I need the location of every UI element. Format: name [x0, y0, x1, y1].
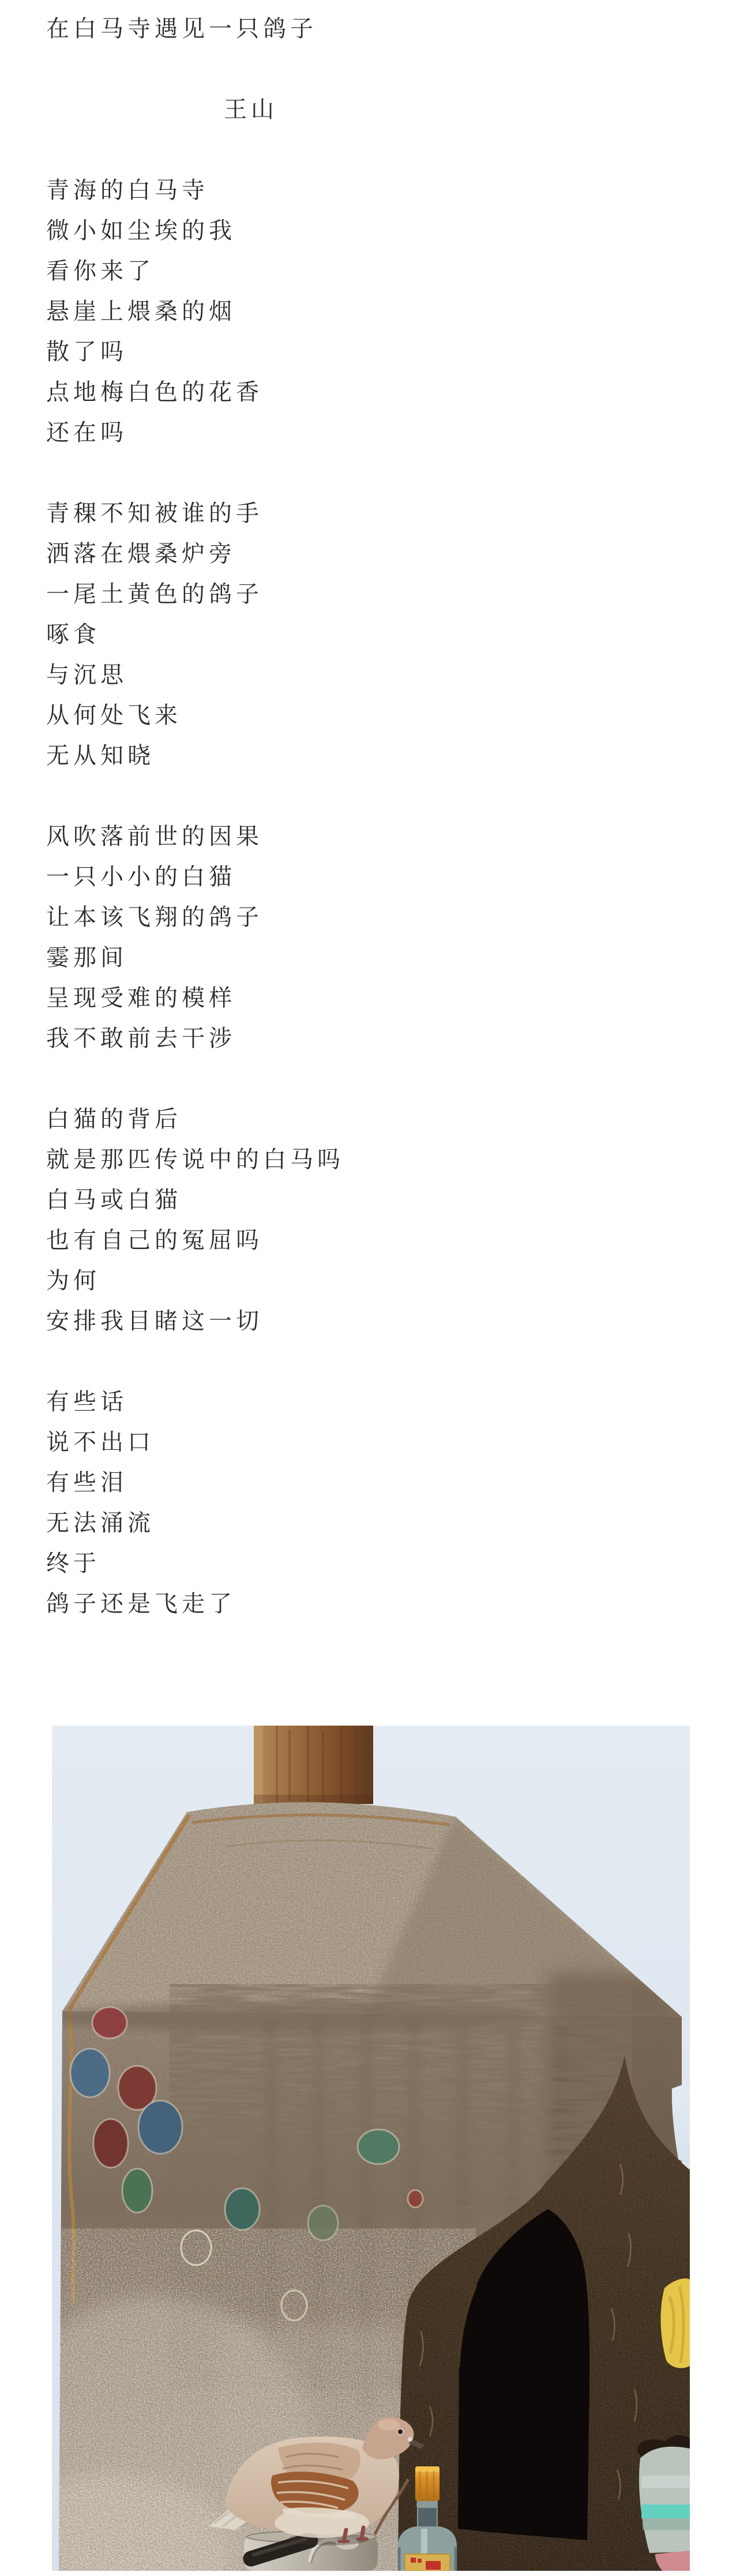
poem-line: 与沉思	[46, 662, 127, 688]
spacer	[46, 776, 692, 816]
poem-line: 散了吗	[46, 339, 127, 365]
poem-line: 点地梅白色的花香	[46, 379, 263, 406]
stanza-4	[46, 1099, 692, 1341]
spacer	[46, 49, 692, 89]
poem-line: 还在吗	[46, 419, 127, 446]
poem	[46, 9, 692, 1624]
poem-line: 无法涌流	[46, 1510, 155, 1536]
stanza-3	[46, 816, 692, 1059]
stanza-2	[46, 493, 692, 776]
poem-line: 呈现受难的模样	[46, 985, 236, 1011]
poem-line: 白猫的背后	[46, 1106, 182, 1133]
poem-line: 一只小小的白猫	[46, 864, 236, 890]
poem-line: 终于	[46, 1550, 100, 1577]
spacer	[46, 130, 692, 170]
poem-line: 微小如尘埃的我	[46, 218, 236, 244]
poem-line: 为何	[46, 1268, 100, 1294]
poem-line: 我不敢前去干涉	[46, 1025, 236, 1052]
poem-line: 洒落在煨桑炉旁	[46, 541, 236, 567]
poem-line: 鸽子还是飞走了	[46, 1591, 236, 1617]
stanza-5	[46, 1382, 692, 1624]
poem-line: 看你来了	[46, 258, 155, 284]
spacer	[46, 453, 692, 493]
poem-title: 在白马寺遇见一只鸽子	[46, 16, 317, 42]
spacer	[46, 1059, 692, 1099]
poem-line: 一尾土黄色的鸽子	[46, 581, 263, 608]
poem-line: 说不出口	[46, 1429, 155, 1456]
poem-line: 青稞不知被谁的手	[46, 500, 263, 527]
poem-line: 也有自己的冤屈吗	[46, 1227, 263, 1254]
poem-line: 啄食	[46, 621, 100, 648]
poem-line: 安排我目睹这一切	[46, 1308, 263, 1334]
poem-line: 有些泪	[46, 1469, 127, 1496]
poem-line: 青海的白马寺	[46, 177, 209, 204]
poem-line: 霎那间	[46, 944, 127, 971]
poem-line: 让本该飞翔的鸽子	[46, 904, 263, 931]
stanza-1	[46, 170, 692, 453]
poem-line: 有些话	[46, 1389, 127, 1415]
poem-author: 王山	[224, 96, 278, 123]
poem-line: 风吹落前世的因果	[46, 823, 263, 850]
pink-object	[655, 2551, 690, 2571]
spacer	[46, 1341, 692, 1382]
chimney-pipe-icon	[254, 1726, 373, 1804]
poem-line: 就是那匹传说中的白马吗	[46, 1146, 344, 1173]
burner-photo	[52, 1726, 690, 2571]
poem-line: 无从知晓	[46, 743, 155, 769]
poem-line: 白马或白猫	[46, 1187, 182, 1213]
pigeon-eye	[397, 2429, 403, 2435]
poem-line: 悬崖上煨桑的烟	[46, 298, 236, 325]
poem-line: 从何处飞来	[46, 702, 182, 729]
